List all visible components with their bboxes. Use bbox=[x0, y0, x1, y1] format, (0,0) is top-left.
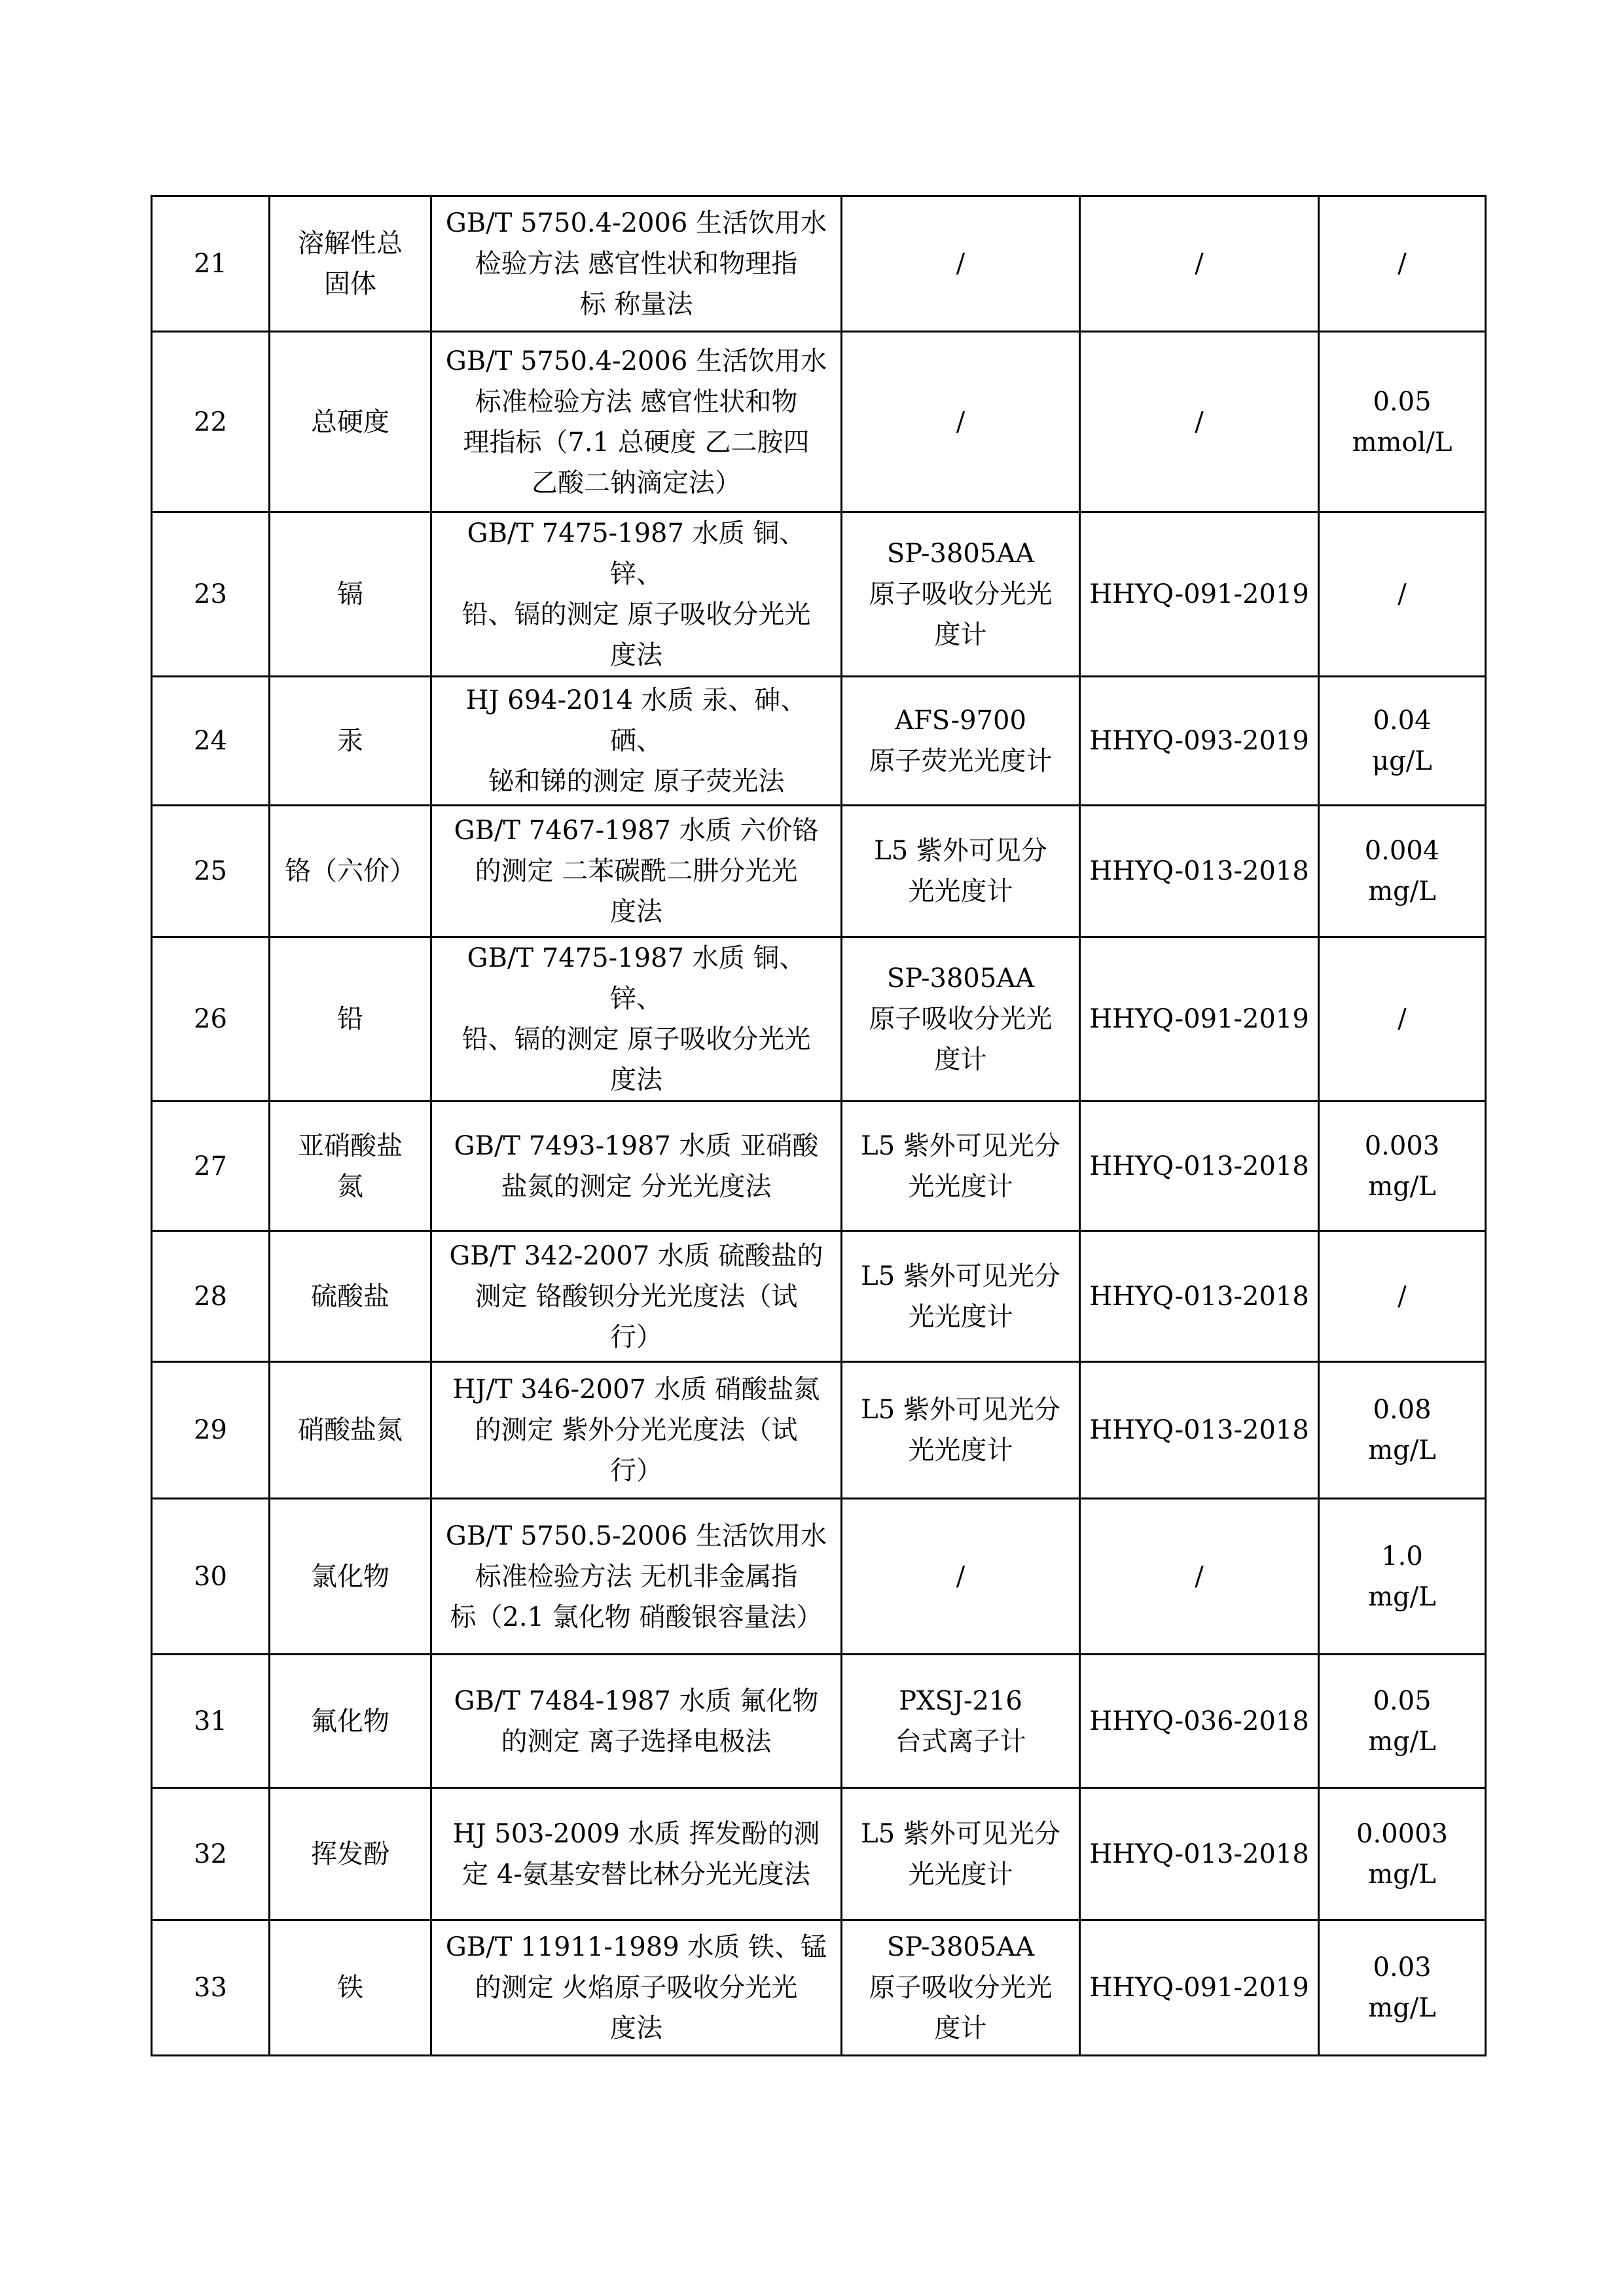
row-number: 23 bbox=[152, 512, 270, 677]
cell-line: 亚硝酸盐 bbox=[298, 1130, 403, 1161]
table-row bbox=[152, 806, 1486, 937]
row-number: 30 bbox=[152, 1499, 270, 1655]
instrument bbox=[842, 937, 1080, 1102]
cell-line: SP-3805AA bbox=[886, 1932, 1035, 1962]
instrument: / bbox=[842, 332, 1080, 512]
cell-line: 溶解性总 bbox=[298, 228, 403, 259]
cell-line: 度法 bbox=[610, 897, 662, 927]
instrument bbox=[842, 1362, 1080, 1499]
cell-line: 度计 bbox=[934, 1045, 987, 1075]
test-method bbox=[431, 1231, 842, 1362]
instrument bbox=[842, 1788, 1080, 1920]
cell-line: 的测定 离子选择电极法 bbox=[501, 1726, 772, 1757]
cell-line: mg/L bbox=[1368, 1435, 1436, 1465]
test-item: 汞 bbox=[270, 677, 431, 806]
cell-line: 1.0 bbox=[1381, 1541, 1423, 1571]
instrument-id: HHYQ-091-2019 bbox=[1080, 1920, 1319, 2056]
table-row bbox=[152, 1655, 1486, 1788]
table-row bbox=[152, 196, 1486, 332]
test-method bbox=[431, 1499, 842, 1655]
cell-line: 台式离子计 bbox=[895, 1726, 1026, 1757]
cell-line: 光光度计 bbox=[908, 1171, 1013, 1202]
cell-line: mg/L bbox=[1368, 1859, 1436, 1890]
cell-line: mg/L bbox=[1368, 1581, 1436, 1612]
cell-line: 标准检验方法 无机非金属指 bbox=[475, 1561, 798, 1592]
test-method bbox=[431, 196, 842, 332]
cell-line: 0.03 bbox=[1373, 1952, 1432, 1982]
instrument-id: HHYQ-013-2018 bbox=[1080, 806, 1319, 937]
row-number: 31 bbox=[152, 1655, 270, 1788]
cell-line: 0.003 bbox=[1364, 1130, 1440, 1161]
cell-line: GB/T 7475-1987 水质 铜、锌、 bbox=[467, 518, 806, 589]
cell-line: 固体 bbox=[324, 269, 376, 299]
table-row bbox=[152, 677, 1486, 806]
detection-limit bbox=[1319, 1920, 1486, 2056]
instrument-id: HHYQ-091-2019 bbox=[1080, 937, 1319, 1102]
row-number: 32 bbox=[152, 1788, 270, 1920]
test-item: 总硬度 bbox=[270, 332, 431, 512]
test-item bbox=[270, 1102, 431, 1231]
cell-line: 的测定 火焰原子吸收分光光 bbox=[475, 1973, 798, 2003]
test-method bbox=[431, 512, 842, 677]
cell-line: 铅、镉的测定 原子吸收分光光 bbox=[461, 1024, 811, 1054]
instrument-id: HHYQ-013-2018 bbox=[1080, 1788, 1319, 1920]
detection-limit bbox=[1319, 1788, 1486, 1920]
test-method bbox=[431, 1102, 842, 1231]
test-method bbox=[431, 1788, 842, 1920]
test-method bbox=[431, 677, 842, 806]
test-item: 铁 bbox=[270, 1920, 431, 2056]
table-row bbox=[152, 1231, 1486, 1362]
detection-limit bbox=[1319, 332, 1486, 512]
detection-limit bbox=[1319, 677, 1486, 806]
cell-line: 乙酸二钠滴定法） bbox=[532, 467, 741, 498]
instrument-id: HHYQ-091-2019 bbox=[1080, 512, 1319, 677]
cell-line: 的测定 二苯碳酰二肼分光光 bbox=[475, 856, 798, 886]
detection-limit: / bbox=[1319, 196, 1486, 332]
cell-line: 定 4-氨基安替比林分光光度法 bbox=[462, 1859, 810, 1890]
instrument bbox=[842, 1231, 1080, 1362]
test-method bbox=[431, 1920, 842, 2056]
cell-line: 0.04 bbox=[1373, 706, 1432, 736]
row-number: 22 bbox=[152, 332, 270, 512]
cell-line: 标（2.1 氯化物 硝酸银容量法） bbox=[450, 1602, 823, 1632]
detection-limit: / bbox=[1319, 937, 1486, 1102]
test-item bbox=[270, 196, 431, 332]
test-item: 硫酸盐 bbox=[270, 1231, 431, 1362]
test-item: 铬（六价） bbox=[270, 806, 431, 937]
instrument-id: HHYQ-013-2018 bbox=[1080, 1102, 1319, 1231]
cell-line: GB/T 11911-1989 水质 铁、锰 bbox=[445, 1932, 827, 1962]
cell-line: GB/T 7493-1987 水质 亚硝酸 bbox=[454, 1130, 819, 1161]
row-number: 21 bbox=[152, 196, 270, 332]
instrument-id: HHYQ-036-2018 bbox=[1080, 1655, 1319, 1788]
cell-line: SP-3805AA bbox=[886, 539, 1035, 569]
instrument bbox=[842, 677, 1080, 806]
cell-line: 行） bbox=[610, 1321, 662, 1352]
test-method bbox=[431, 332, 842, 512]
cell-line: 度法 bbox=[610, 2013, 662, 2043]
row-number: 27 bbox=[152, 1102, 270, 1231]
row-number: 28 bbox=[152, 1231, 270, 1362]
instrument-id: HHYQ-093-2019 bbox=[1080, 677, 1319, 806]
cell-line: PXSJ-216 bbox=[899, 1685, 1022, 1716]
cell-line: 行） bbox=[610, 1456, 662, 1486]
instrument-id: / bbox=[1080, 332, 1319, 512]
test-item: 镉 bbox=[270, 512, 431, 677]
table-row bbox=[152, 1102, 1486, 1231]
cell-line: 氮 bbox=[337, 1171, 363, 1202]
cell-line: 原子吸收分光光 bbox=[869, 579, 1053, 609]
detection-limit: / bbox=[1319, 512, 1486, 677]
cell-line: GB/T 342-2007 水质 硫酸盐的 bbox=[449, 1240, 823, 1271]
cell-line: GB/T 5750.5-2006 生活饮用水 bbox=[445, 1520, 827, 1551]
cell-line: 0.05 bbox=[1373, 386, 1432, 417]
detection-limit bbox=[1319, 1102, 1486, 1231]
instrument-id: HHYQ-013-2018 bbox=[1080, 1362, 1319, 1499]
table-row bbox=[152, 512, 1486, 677]
instrument bbox=[842, 512, 1080, 677]
instrument-id: / bbox=[1080, 1499, 1319, 1655]
cell-line: L5 紫外可见分 bbox=[874, 836, 1047, 866]
cell-line: mg/L bbox=[1368, 1171, 1436, 1202]
test-method bbox=[431, 937, 842, 1102]
row-number: 33 bbox=[152, 1920, 270, 2056]
detection-limit bbox=[1319, 1499, 1486, 1655]
cell-line: 标 称量法 bbox=[579, 289, 693, 319]
cell-line: 光光度计 bbox=[908, 1301, 1013, 1332]
test-method bbox=[431, 1655, 842, 1788]
cell-line: 铋和锑的测定 原子荧光法 bbox=[488, 766, 785, 797]
cell-line: 度法 bbox=[610, 1065, 662, 1095]
cell-line: 0.05 bbox=[1373, 1685, 1432, 1716]
detection-limit bbox=[1319, 1655, 1486, 1788]
cell-line: 光光度计 bbox=[908, 1435, 1013, 1465]
cell-line: 原子吸收分光光 bbox=[869, 1004, 1053, 1034]
instrument bbox=[842, 1920, 1080, 2056]
instrument: / bbox=[842, 1499, 1080, 1655]
cell-line: GB/T 7467-1987 水质 六价铬 bbox=[454, 816, 819, 846]
cell-line: HJ 694-2014 水质 汞、砷、硒、 bbox=[465, 685, 807, 756]
cell-line: 度计 bbox=[934, 2013, 987, 2043]
cell-line: 度法 bbox=[610, 640, 662, 670]
test-method bbox=[431, 806, 842, 937]
cell-line: AFS-9700 bbox=[895, 706, 1026, 736]
instrument bbox=[842, 1655, 1080, 1788]
test-item: 硝酸盐氮 bbox=[270, 1362, 431, 1499]
detection-limit bbox=[1319, 1362, 1486, 1499]
row-number: 26 bbox=[152, 937, 270, 1102]
row-number: 29 bbox=[152, 1362, 270, 1499]
cell-line: GB/T 7475-1987 水质 铜、锌、 bbox=[467, 943, 806, 1014]
test-item: 氟化物 bbox=[270, 1655, 431, 1788]
cell-line: 测定 铬酸钡分光光度法（试 bbox=[475, 1281, 798, 1312]
cell-line: L5 紫外可见光分 bbox=[861, 1261, 1060, 1291]
cell-line: L5 紫外可见光分 bbox=[861, 1130, 1060, 1161]
test-item: 挥发酚 bbox=[270, 1788, 431, 1920]
detection-limit: / bbox=[1319, 1231, 1486, 1362]
cell-line: 原子荧光光度计 bbox=[869, 746, 1053, 776]
instrument-id: HHYQ-013-2018 bbox=[1080, 1231, 1319, 1362]
cell-line: mg/L bbox=[1368, 1993, 1436, 2023]
instrument-id: / bbox=[1080, 196, 1319, 332]
test-item: 铅 bbox=[270, 937, 431, 1102]
test-item: 氯化物 bbox=[270, 1499, 431, 1655]
cell-line: mg/L bbox=[1368, 1726, 1436, 1757]
cell-line: mmol/L bbox=[1352, 427, 1453, 457]
cell-line: 检验方法 感官性状和物理指 bbox=[475, 249, 798, 279]
table-row bbox=[152, 937, 1486, 1102]
cell-line: GB/T 5750.4-2006 生活饮用水 bbox=[445, 208, 827, 238]
cell-line: 光光度计 bbox=[908, 876, 1013, 906]
table-row bbox=[152, 332, 1486, 512]
cell-line: μg/L bbox=[1372, 746, 1432, 776]
cell-line: 盐氮的测定 分光光度法 bbox=[501, 1171, 772, 1202]
cell-line: 光光度计 bbox=[908, 1859, 1013, 1890]
cell-line: SP-3805AA bbox=[886, 963, 1035, 994]
row-number: 25 bbox=[152, 806, 270, 937]
cell-line: 0.004 bbox=[1364, 836, 1440, 866]
cell-line: 理指标（7.1 总硬度 乙二胺四 bbox=[463, 427, 810, 457]
row-number: 24 bbox=[152, 677, 270, 806]
table-row bbox=[152, 1499, 1486, 1655]
cell-line: 0.0003 bbox=[1356, 1818, 1448, 1849]
cell-line: 铅、镉的测定 原子吸收分光光 bbox=[461, 600, 811, 630]
cell-line: L5 紫外可见光分 bbox=[861, 1818, 1060, 1849]
cell-line: L5 紫外可见光分 bbox=[861, 1395, 1060, 1425]
detection-limit bbox=[1319, 806, 1486, 937]
table-row bbox=[152, 1920, 1486, 2056]
cell-line: GB/T 5750.4-2006 生活饮用水 bbox=[445, 346, 827, 376]
test-methods-table bbox=[151, 195, 1487, 2056]
table-row bbox=[152, 1788, 1486, 1920]
table-body bbox=[152, 196, 1486, 2056]
cell-line: HJ/T 346-2007 水质 硝酸盐氮 bbox=[452, 1374, 820, 1405]
instrument bbox=[842, 1102, 1080, 1231]
cell-line: HJ 503-2009 水质 挥发酚的测 bbox=[452, 1818, 820, 1849]
instrument: / bbox=[842, 196, 1080, 332]
cell-line: 原子吸收分光光 bbox=[869, 1973, 1053, 2003]
cell-line: 度计 bbox=[934, 620, 987, 650]
cell-line: 0.08 bbox=[1373, 1395, 1432, 1425]
cell-line: 的测定 紫外分光光度法（试 bbox=[475, 1415, 798, 1445]
test-method bbox=[431, 1362, 842, 1499]
table-row bbox=[152, 1362, 1486, 1499]
cell-line: mg/L bbox=[1368, 876, 1436, 906]
cell-line: 标准检验方法 感官性状和物 bbox=[475, 386, 798, 417]
cell-line: GB/T 7484-1987 水质 氟化物 bbox=[454, 1685, 819, 1716]
instrument bbox=[842, 806, 1080, 937]
